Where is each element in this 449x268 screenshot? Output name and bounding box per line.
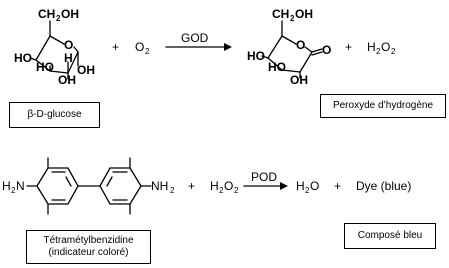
svg-text:O: O [322, 43, 332, 57]
svg-text:OH: OH [295, 7, 313, 21]
svg-text:H: H [2, 179, 11, 193]
gluconolactone-structure [247, 7, 331, 87]
plus-sign: + [112, 40, 120, 54]
dye-label: Dye (blue) [356, 179, 412, 193]
tmb-name-box [26, 230, 151, 264]
glucose-name: β-D-glucose [27, 108, 82, 120]
svg-text:2: 2 [234, 186, 239, 195]
glucose-name-box [9, 102, 100, 128]
svg-text:O: O [64, 38, 74, 52]
svg-text:H: H [367, 40, 376, 54]
svg-text:2: 2 [145, 47, 150, 56]
svg-text:2: 2 [376, 47, 381, 56]
svg-text:O: O [135, 40, 145, 54]
svg-text:2: 2 [290, 14, 295, 23]
svg-text:OH: OH [290, 73, 308, 87]
svg-text:CH: CH [38, 7, 56, 21]
svg-text:H: H [64, 51, 73, 65]
svg-text:O: O [310, 179, 320, 193]
svg-text:H: H [296, 179, 305, 193]
svg-text:2: 2 [56, 14, 61, 23]
svg-text:N: N [16, 179, 25, 193]
hydrogen-peroxide-formula [367, 40, 396, 56]
svg-text:HO: HO [36, 60, 54, 74]
svg-text:2: 2 [391, 47, 396, 56]
svg-text:OH: OH [77, 63, 95, 77]
enzyme-god-label: GOD [181, 31, 209, 45]
svg-text:NH: NH [151, 179, 169, 193]
svg-text:OH: OH [61, 7, 79, 21]
svg-text:CH: CH [272, 7, 290, 21]
svg-text:O: O [381, 40, 391, 54]
hydrogen-peroxide-name-box [320, 94, 446, 118]
plus-sign: + [188, 179, 196, 193]
tmb-structure [2, 158, 175, 214]
svg-text:HO: HO [247, 49, 265, 63]
svg-text:O: O [296, 38, 306, 52]
blue-compound-name-box [344, 223, 436, 249]
svg-text:HO: HO [14, 51, 32, 65]
oxygen-formula [135, 40, 150, 56]
svg-text:2: 2 [219, 186, 224, 195]
svg-text:2: 2 [305, 186, 310, 195]
svg-text:HO: HO [268, 60, 286, 74]
svg-text:H: H [210, 179, 219, 193]
tmb-note: (indicateur coloré) [48, 247, 129, 258]
svg-text:2: 2 [11, 186, 16, 195]
svg-text:OH: OH [58, 73, 76, 87]
blue-compound-name: Composé bleu [357, 229, 423, 241]
beta-d-glucose-structure [14, 7, 95, 87]
hydrogen-peroxide-name: Peroxyde d’hydrogène [332, 99, 434, 111]
plus-sign: + [334, 179, 342, 193]
water-formula [296, 179, 319, 195]
svg-text:O: O [224, 179, 234, 193]
svg-text:2: 2 [170, 186, 175, 195]
enzyme-pod-label: POD [251, 170, 278, 184]
hydrogen-peroxide-formula [210, 179, 239, 195]
plus-sign: + [345, 40, 353, 54]
tmb-name: Tétramétylbenzidine [43, 234, 134, 246]
